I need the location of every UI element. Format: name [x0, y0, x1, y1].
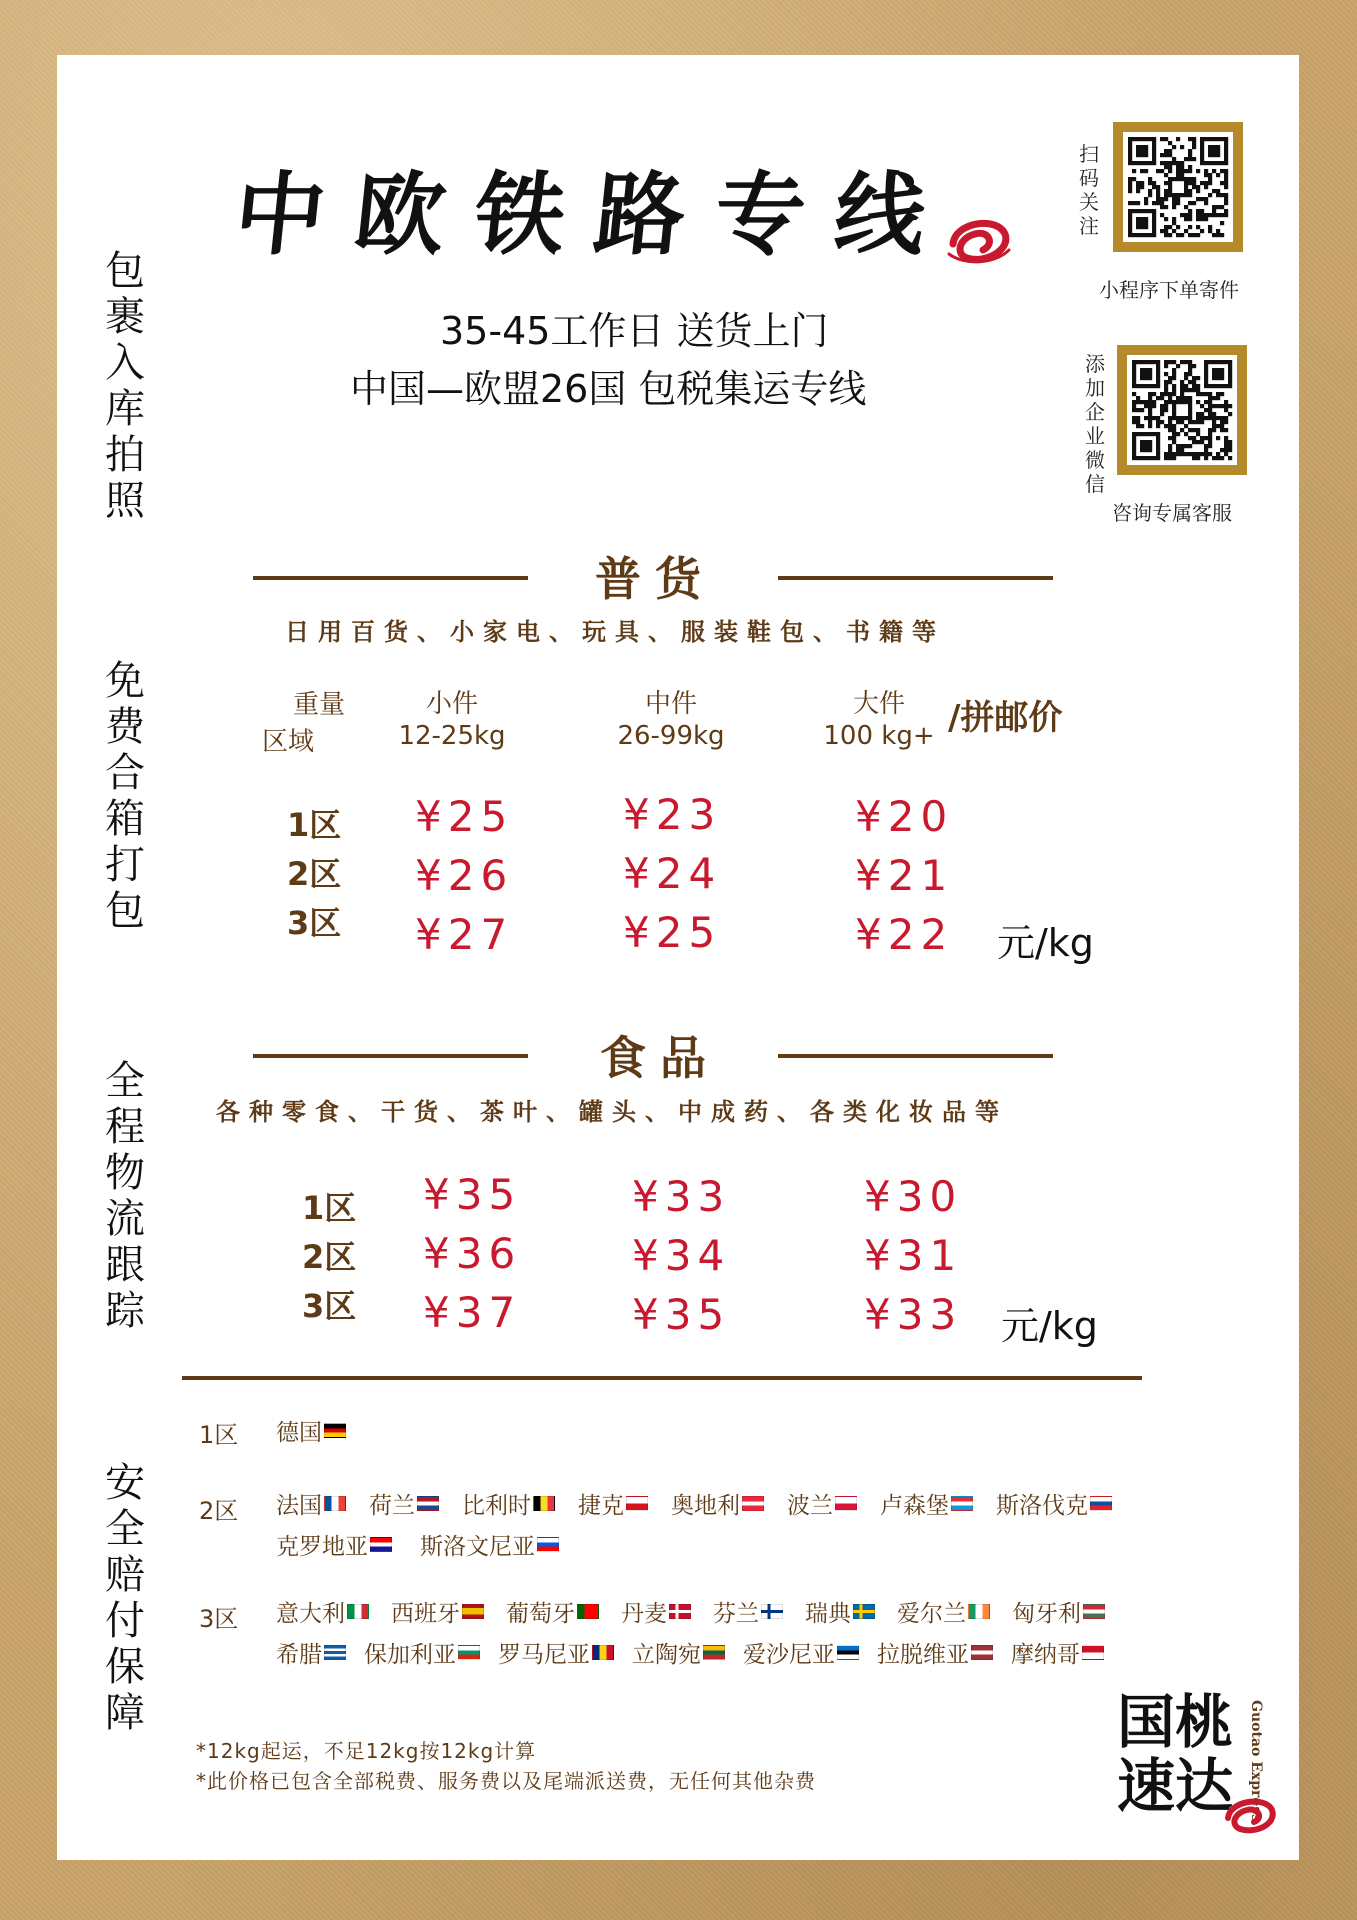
col-large-range: 100 kg+ [823, 721, 935, 751]
col-medium-range: 26-99kg [617, 721, 725, 751]
route-line: 中国—欧盟26国 包税集运专线 [350, 367, 867, 411]
country-item [276, 1528, 392, 1561]
country-name: 卢森堡 [880, 1493, 949, 1519]
country-name: 斯洛伐克 [996, 1493, 1088, 1519]
country-name: 比利时 [462, 1493, 531, 1519]
country-name: 罗马尼亚 [498, 1642, 590, 1668]
qr-code-icon [1127, 355, 1237, 465]
country-name: 匈牙利 [1012, 1601, 1081, 1627]
feature-tracking: 全程物流跟踪 [105, 1058, 145, 1334]
country-name: 法国 [276, 1493, 322, 1519]
zone-2-countries-label: 2区 [199, 1497, 239, 1525]
price-cell: ¥23 [623, 790, 722, 839]
country-name: 奥地利 [671, 1493, 740, 1519]
qr2-side-label: 添加企业微信 [1085, 352, 1105, 496]
price-cell: ¥33 [864, 1290, 963, 1339]
col-medium-name: 中件 [644, 689, 697, 719]
feature-packing: 免费合箱打包 [105, 658, 145, 934]
country-name: 希腊 [276, 1642, 322, 1668]
col-large-name: 大件 [852, 689, 905, 719]
brand-english-name: Guotao Express [1248, 1700, 1264, 1823]
pinyou-price-label: /拼邮价 [948, 698, 1063, 738]
note-minimum-weight: *12kg起运，不足12kg按12kg计算 [196, 1739, 537, 1763]
flag-ro-icon [592, 1645, 614, 1660]
divider-left [253, 1054, 528, 1058]
qr-code-miniprogram[interactable] [1113, 122, 1243, 252]
country-name: 荷兰 [369, 1493, 415, 1519]
flag-de-icon [324, 1423, 346, 1438]
qr1-caption: 小程序下单寄件 [1099, 278, 1239, 302]
country-item [897, 1595, 990, 1628]
flag-ee-icon [837, 1645, 859, 1660]
country-item [880, 1487, 973, 1520]
country-name: 立陶宛 [632, 1642, 701, 1668]
flag-sk-icon [1090, 1496, 1112, 1511]
price-cell: ¥27 [415, 910, 514, 959]
country-name: 捷克 [578, 1493, 624, 1519]
country-item [498, 1636, 614, 1669]
weight-label: 重量 [293, 690, 346, 720]
country-line [276, 1595, 1105, 1628]
price-cell: ¥37 [423, 1288, 522, 1337]
country-name: 芬兰 [713, 1601, 759, 1627]
note-tax-included: *此价格已包含全部税费、服务费以及尾端派送费，无任何其他杂费 [196, 1769, 816, 1793]
flag-fi-icon [761, 1604, 783, 1619]
country-item [420, 1528, 559, 1561]
country-item [877, 1636, 993, 1669]
country-name: 爱沙尼亚 [743, 1642, 835, 1668]
price-cell: ¥20 [855, 792, 954, 841]
flag-pl-icon [835, 1496, 857, 1511]
flag-nl-icon [417, 1496, 439, 1511]
zone-2-label: 2区 [287, 855, 342, 893]
flag-hu-icon [1083, 1604, 1105, 1619]
country-line [276, 1414, 346, 1447]
country-name: 葡萄牙 [506, 1601, 575, 1627]
price-cell: ¥24 [623, 849, 722, 898]
country-item [713, 1595, 783, 1628]
col-small-range: 12-25kg [398, 721, 506, 751]
divider-right [778, 576, 1053, 580]
country-item [369, 1487, 439, 1520]
country-item [671, 1487, 764, 1520]
price-cell: ¥33 [632, 1172, 731, 1221]
qr1-side-label: 扫码关注 [1079, 142, 1099, 238]
country-item [996, 1487, 1112, 1520]
flag-lt-icon [703, 1645, 725, 1660]
flag-mc-icon [1082, 1645, 1104, 1660]
price-cell: ¥25 [415, 792, 514, 841]
zone-2-country-list [276, 1487, 1112, 1561]
country-name: 波兰 [787, 1493, 833, 1519]
qr-code-icon [1123, 132, 1233, 242]
zone-label: 区域 [262, 727, 315, 757]
country-line [276, 1487, 1112, 1520]
country-item [364, 1636, 480, 1669]
qr-code-wechat[interactable] [1117, 345, 1247, 475]
price-cell: ¥31 [864, 1231, 963, 1280]
country-item [276, 1414, 346, 1447]
price-cell: ¥22 [855, 910, 954, 959]
country-item [506, 1595, 599, 1628]
price-cell: ¥35 [632, 1290, 731, 1339]
zone-1-countries-label: 1区 [199, 1421, 239, 1449]
price-cell: ¥21 [855, 851, 954, 900]
flag-si-icon [537, 1537, 559, 1552]
delivery-time-line: 35-45工作日 送货上门 [440, 309, 829, 353]
zone-1-label: 1区 [287, 806, 342, 844]
flag-bg-icon [458, 1645, 480, 1660]
general-goods-description: 日用百货、小家电、玩具、服装鞋包、书籍等 [285, 618, 945, 646]
flag-at-icon [742, 1496, 764, 1511]
flag-lu-icon [951, 1496, 973, 1511]
flag-se-icon [853, 1604, 875, 1619]
flag-it-icon [347, 1604, 369, 1619]
flag-es-icon [462, 1604, 484, 1619]
zone-3-countries-label: 3区 [199, 1605, 239, 1633]
food-title: 食品 [600, 1031, 720, 1085]
country-item [462, 1487, 555, 1520]
flag-ie-icon [968, 1604, 990, 1619]
country-item [805, 1595, 875, 1628]
feature-photo: 包裹入库拍照 [105, 248, 145, 524]
price-cell: ¥25 [623, 908, 722, 957]
qr2-caption: 咨询专属客服 [1112, 501, 1232, 525]
country-item [743, 1636, 859, 1669]
country-name: 西班牙 [391, 1601, 460, 1627]
col-small-name: 小件 [425, 689, 478, 719]
price-cell: ¥26 [415, 851, 514, 900]
zone-2-label: 2区 [302, 1238, 357, 1276]
country-item [1011, 1636, 1104, 1669]
country-item [787, 1487, 857, 1520]
country-name: 德国 [276, 1420, 322, 1446]
country-item [276, 1636, 346, 1669]
zone-divider [182, 1376, 1142, 1380]
country-line [276, 1528, 1112, 1561]
country-item [632, 1636, 725, 1669]
unit-label: 元/kg [997, 921, 1094, 965]
country-item [276, 1487, 346, 1520]
country-name: 斯洛文尼亚 [420, 1534, 535, 1560]
red-brush-seal-icon [945, 210, 1013, 270]
country-item [276, 1595, 369, 1628]
red-brush-seal-icon [1222, 1792, 1278, 1838]
flag-cz-icon [626, 1496, 648, 1511]
feature-insurance: 安全赔付保障 [105, 1460, 145, 1736]
zone-3-label: 3区 [287, 904, 342, 942]
country-item [621, 1595, 691, 1628]
zone-3-label: 3区 [302, 1287, 357, 1325]
country-name: 瑞典 [805, 1601, 851, 1627]
country-item [1012, 1595, 1105, 1628]
divider-right [778, 1054, 1053, 1058]
food-description: 各种零食、干货、茶叶、罐头、中成药、各类化妆品等 [216, 1098, 1008, 1126]
country-item [391, 1595, 484, 1628]
unit-label: 元/kg [1001, 1304, 1098, 1348]
country-item [578, 1487, 648, 1520]
country-name: 拉脱维亚 [877, 1642, 969, 1668]
country-name: 丹麦 [621, 1601, 667, 1627]
flag-be-icon [533, 1496, 555, 1511]
country-name: 克罗地亚 [276, 1534, 368, 1560]
zone-3-country-list [276, 1595, 1105, 1669]
page-title: 中欧铁路专线 [229, 162, 961, 268]
country-line [276, 1636, 1105, 1669]
country-name: 爱尔兰 [897, 1601, 966, 1627]
flag-dk-icon [669, 1604, 691, 1619]
price-cell: ¥30 [864, 1172, 963, 1221]
zone-1-country-list [276, 1414, 346, 1447]
flag-pt-icon [577, 1604, 599, 1619]
country-name: 意大利 [276, 1601, 345, 1627]
flag-lv-icon [971, 1645, 993, 1660]
country-name: 保加利亚 [364, 1642, 456, 1668]
brand-name-line1: 国桃 [1117, 1688, 1234, 1756]
flag-hr-icon [370, 1537, 392, 1552]
flag-fr-icon [324, 1496, 346, 1511]
divider-left [253, 576, 528, 580]
brand-name-line2: 速达 [1117, 1752, 1234, 1820]
price-cell: ¥36 [423, 1229, 522, 1278]
price-cell: ¥34 [632, 1231, 731, 1280]
price-cell: ¥35 [423, 1170, 522, 1219]
zone-1-label: 1区 [302, 1189, 357, 1227]
flag-gr-icon [324, 1645, 346, 1660]
country-name: 摩纳哥 [1011, 1642, 1080, 1668]
general-goods-title: 普货 [595, 552, 715, 606]
